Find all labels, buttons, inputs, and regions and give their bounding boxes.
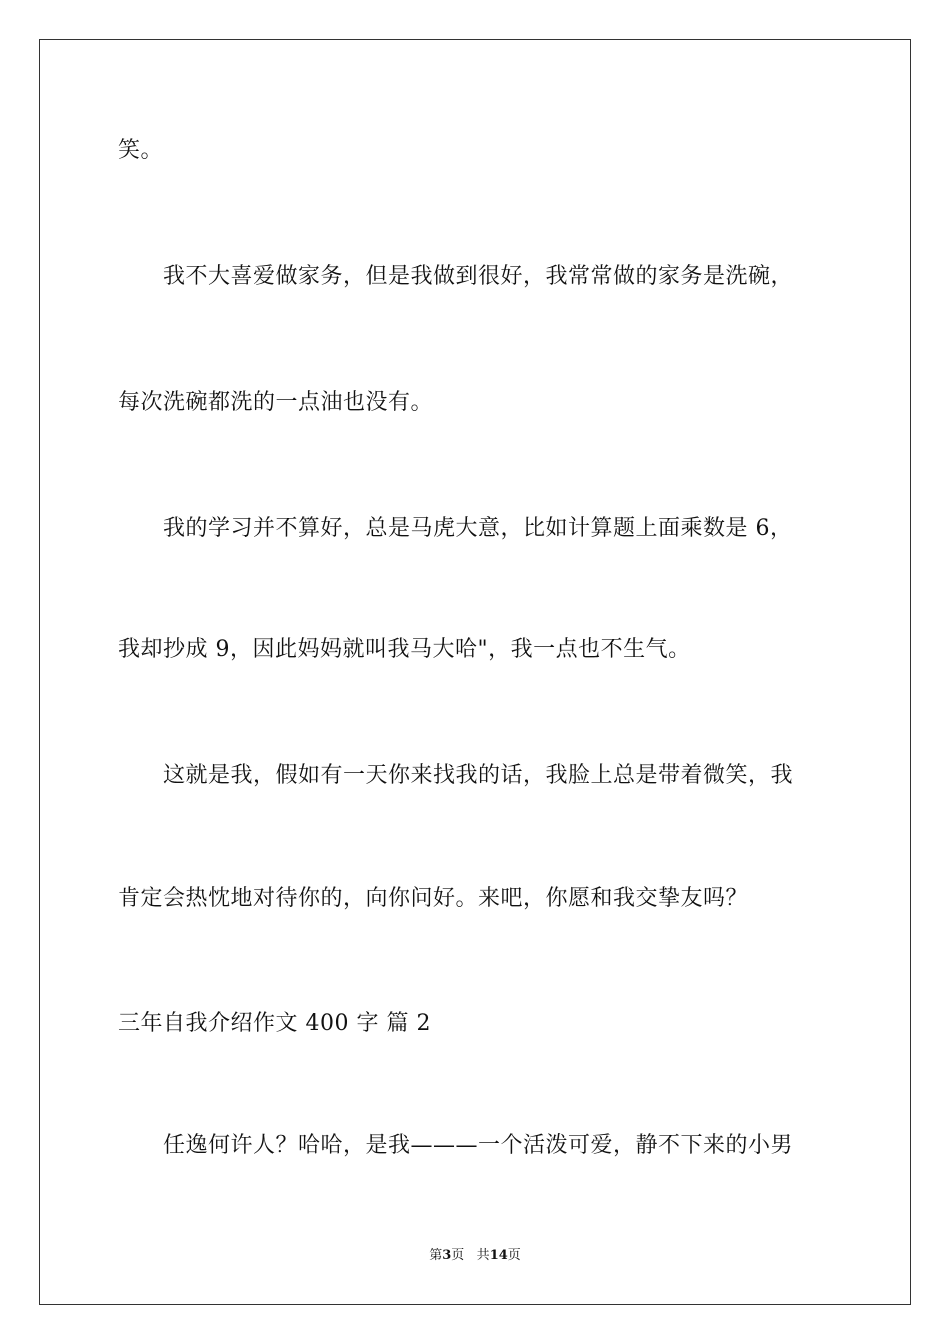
text-line-2: 我不大喜爱做家务，但是我做到很好，我常常做的家务是洗碗，: [163, 264, 794, 289]
section-heading: 三年自我介绍作文 400 字 篇 2: [118, 1011, 431, 1036]
footer-total-pages: 14: [489, 1248, 508, 1263]
footer-total-prefix: 共: [476, 1248, 490, 1263]
text-line-5: 我却抄成 9，因此妈妈就叫我马大哈"，我一点也不生气。: [118, 637, 691, 662]
text-line-4: 我的学习并不算好，总是马虎大意，比如计算题上面乘数是 6，: [163, 516, 793, 541]
footer-page-suffix: 页: [451, 1248, 465, 1263]
page-border: [39, 39, 911, 1305]
text-line-6: 这就是我，假如有一天你来找我的话，我脸上总是带着微笑，我: [163, 763, 794, 788]
footer-page-prefix: 第: [429, 1248, 443, 1263]
text-line-3: 每次洗碗都洗的一点油也没有。: [118, 390, 434, 415]
footer-total-suffix: 页: [507, 1248, 521, 1263]
text-line-7: 肯定会热忱地对待你的，向你问好。来吧，你愿和我交挚友吗？: [118, 886, 749, 911]
page-footer: [0, 1247, 950, 1265]
footer-page-number: 3: [442, 1248, 452, 1263]
text-line-9: 任逸何许人？哈哈，是我———一个活泼可爱，静不下来的小男: [163, 1133, 794, 1158]
text-line-1: 笑。: [118, 138, 164, 163]
